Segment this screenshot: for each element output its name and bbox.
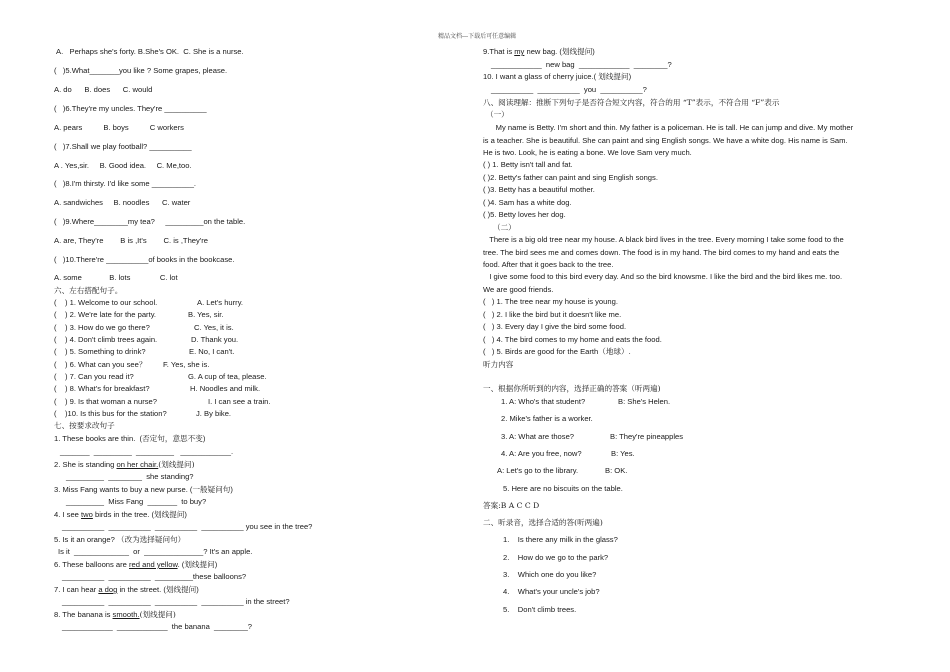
- section7-title: 七、按要求改句子: [54, 421, 115, 430]
- rewrite-5-blank: Is it _____________ or ______________? It's an apple.: [58, 547, 253, 556]
- rewrite-8: [54, 610, 176, 620]
- part2-question: ( ) 1. The tree near my house is young.: [483, 297, 618, 306]
- listening-item: 2. Mike's father is a worker.: [501, 414, 593, 423]
- matching-answer: J. By bike.: [196, 409, 232, 418]
- rewrite-2-instruction: (划线提问): [158, 460, 195, 469]
- rewrite-4-instruction: birds in the tree. (划线提问): [92, 510, 187, 519]
- listening2-item: 4. What's your uncle's job?: [503, 587, 600, 596]
- listening2-item: 3. Which one do you like?: [503, 570, 597, 579]
- matching-answer: I. I can see a train.: [208, 397, 271, 406]
- rewrite-7-underlined: a dog: [98, 585, 118, 594]
- matching-question: ( ) 1. Welcome to our school.: [54, 298, 158, 307]
- q4-options: A. Perhaps she's forty. B.She's OK. C. She is a nurse.: [56, 47, 244, 56]
- passage1-line: is a teacher. She is beautiful. She can paint and sing English songs. We have a white dog. His name is Sam.: [483, 136, 848, 145]
- part2-question: ( ) 2. I like the bird but it doesn't like me.: [483, 310, 622, 319]
- listening2-item: 1. Is there any milk in the glass?: [503, 535, 618, 544]
- rewrite-4: [54, 510, 187, 520]
- rewrite-6-blank: __________ __________ _________these balloons?: [62, 572, 247, 581]
- q8: ( )8.I'm thirsty. I'd like some __________.: [54, 179, 197, 188]
- answer-key: 答案:B A C C D: [483, 501, 540, 510]
- q5: ( )5.What_______you like ? Some grapes, please.: [54, 66, 228, 75]
- passage1-line: My name is Betty. I'm short and thin. My father is a policeman. He is tall. He can jump and dive. My mother: [483, 123, 854, 132]
- matching-question: ( ) 4. Don't climb trees again.: [54, 335, 158, 344]
- part1-question: ( )3. Betty has a beautiful mother.: [483, 185, 595, 194]
- rewrite-8-instruction: (划线提问): [139, 610, 176, 619]
- matching-answer: C. Yes, it is.: [194, 323, 234, 332]
- passage2-line: There is a big old tree near my house. A black bird lives in the tree. Every morning I take some food to the: [483, 235, 844, 244]
- passage2-line: food. After that it goes back to the tree.: [483, 260, 614, 269]
- rewrite-5: 5. Is it an orange? （改为选择疑问句）: [54, 535, 186, 544]
- rewrite-6-text: 6. These balloons are: [54, 560, 130, 569]
- passage2-line: tree. The bird sees me and comes down. The food is in my hand. The bird comes to my hand and eats the: [483, 248, 840, 257]
- matching-answer: E. No, I can't.: [189, 347, 235, 356]
- rewrite-7-blank: __________ __________ __________ __________ in the street?: [62, 597, 290, 606]
- rewrite-8-blank: ____________ ____________ the banana ________?: [62, 622, 253, 631]
- rewrite-3: 3. Miss Fang wants to buy a new purse. (一般疑问句): [54, 485, 233, 494]
- matching-question: ( ) 9. Is that woman a nurse?: [54, 397, 157, 406]
- q7: ( )7.Shall we play football? __________: [54, 142, 192, 151]
- rewrite-8-text: 8. The banana is: [54, 610, 113, 619]
- rewrite-4-blank: __________ __________ __________ __________ you see in the tree?: [62, 522, 313, 531]
- matching-question: ( ) 5. Something to drink?: [54, 347, 146, 356]
- q7-options: A . Yes,sir. B. Good idea. C. Me,too.: [54, 161, 192, 170]
- matching-question: ( )10. Is this bus for the station?: [54, 409, 167, 418]
- part1-question: ( ) 1. Betty isn't tall and fat.: [483, 160, 573, 169]
- rewrite-1-blank: _______ _________ _________ ____________.: [60, 447, 234, 456]
- reading-part1-label: （一）: [486, 110, 509, 119]
- matching-answer: A. Let's hurry.: [197, 298, 244, 307]
- listening-item: 3. A: What are those?: [501, 432, 575, 441]
- part1-question: ( )2. Betty's father can paint and sing English songs.: [483, 173, 658, 182]
- rewrite-9: [483, 47, 595, 57]
- listening-item: A: Let's go to the library.: [497, 466, 579, 475]
- listening-item: 4. A: Are you free, now?: [501, 449, 582, 458]
- q9: ( )9.Where________my tea? _________on the table.: [54, 217, 246, 226]
- rewrite-7: [54, 585, 199, 595]
- rewrite-3-blank: _________ Miss Fang _______ to buy?: [66, 497, 207, 506]
- page-header: 精品文档---下载后可任意编辑: [438, 33, 517, 40]
- matching-question: ( ) 2. We're late for the party.: [54, 310, 157, 319]
- matching-question: ( ) 8. What's for breakfast?: [54, 384, 150, 393]
- part1-question: ( )4. Sam has a white dog.: [483, 198, 572, 207]
- rewrite-9-text: 9.That is: [483, 47, 515, 56]
- rewrite-1: 1. These books are thin. (否定句，意思不变): [54, 434, 206, 443]
- rewrite-7-instruction: in the street. (划线提问): [117, 585, 199, 594]
- rewrite-10: 10. I want a glass of cherry juice.( 划线提问): [483, 72, 632, 81]
- rewrite-2-blank: _________ ________ she standing?: [66, 472, 194, 481]
- rewrite-9-instruction: new bag. (划线提问): [524, 47, 595, 56]
- rewrite-6-underlined: red and yellow: [129, 560, 178, 569]
- q5-options: A. do B. does C. would: [54, 85, 153, 94]
- q10: ( )10.There're __________of books in the bookcase.: [54, 255, 235, 264]
- listening-item-answer: B: They're pineapples: [610, 432, 684, 441]
- passage2-line: We are good friends.: [483, 285, 554, 294]
- matching-answer: F. Yes, she is.: [163, 360, 210, 369]
- matching-answer: B. Yes, sir.: [188, 310, 224, 319]
- rewrite-4-text: 4. I see: [54, 510, 82, 519]
- q6-options: A. pears B. boys C workers: [54, 123, 184, 132]
- section8-title: 八、阅读理解：推断下列句子是否符合短文内容，符合的用 “T”表示，不符合用 “F”表示: [483, 98, 780, 107]
- rewrite-2-text: 2. She is standing: [54, 460, 117, 469]
- q10-options: A. some B. lots C. lot: [54, 273, 178, 282]
- matching-answer: H. Noodles and milk.: [190, 384, 261, 393]
- listening-item: 1. A: Who's that student?: [501, 397, 586, 406]
- part2-question: ( ) 3. Every day I give the bird some food.: [483, 322, 627, 331]
- rewrite-6-instruction: . (划线提问): [177, 560, 218, 569]
- rewrite-10-blank: __________ __________ you __________?: [491, 85, 647, 94]
- q8-options: A. sandwiches B. noodles C. water: [54, 198, 191, 207]
- passage1-line: He is two. Look, he is eating a bone. We love Sam very much.: [483, 148, 692, 157]
- matching-question: ( ) 6. What can you see？: [54, 360, 147, 369]
- rewrite-4-underlined: two: [81, 510, 93, 519]
- rewrite-6: [54, 560, 217, 570]
- listening2-item: 5. Don't climb trees.: [503, 605, 577, 614]
- rewrite-2-underlined: on her chair.: [116, 460, 159, 469]
- rewrite-9-blank: ____________ new bag ____________ ________?: [491, 60, 672, 69]
- rewrite-8-underlined: smooth.: [112, 610, 140, 619]
- listening-item: 5. Here are no biscuits on the table.: [503, 484, 623, 493]
- part1-question: ( )5. Betty loves her dog.: [483, 210, 566, 219]
- matching-answer: D. Thank you.: [191, 335, 239, 344]
- q9-options: A. are, They're B is ,It's C. is ,They're: [54, 236, 209, 245]
- listening-part2-title: 二、听录音，选择合适的答(听两遍): [483, 518, 603, 527]
- listening-item-answer: B: OK.: [605, 466, 628, 475]
- matching-answer: G. A cup of tea, please.: [188, 372, 267, 381]
- listening-title: 听力内容: [483, 360, 514, 369]
- rewrite-7-text: 7. I can hear: [54, 585, 99, 594]
- passage2-line: I give some food to this bird every day. And so the bird knowsme. I like the bird and the bird likes me. too.: [483, 272, 843, 281]
- listening2-item: 2. How do we go to the park?: [503, 553, 609, 562]
- listening-item-answer: B: She's Helen.: [618, 397, 671, 406]
- matching-question: ( ) 3. How do we go there?: [54, 323, 150, 332]
- matching-question: ( ) 7. Can you read it?: [54, 372, 134, 381]
- part2-question: ( ) 4. The bird comes to my home and eats the food.: [483, 335, 662, 344]
- listening-item-answer: B: Yes.: [611, 449, 635, 458]
- reading-part2-label: （二）: [493, 223, 516, 232]
- listening-part1-title: 一、根据你所听到的内容，选择正确的答案（听两遍): [483, 384, 661, 393]
- rewrite-2: [54, 460, 195, 470]
- q6: ( )6.They're my uncles. They're __________: [54, 104, 207, 113]
- rewrite-9-underlined: my: [514, 47, 525, 56]
- part2-question: ( ) 5. Birds are good for the Earth（地球）.: [483, 347, 631, 356]
- section6-title: 六、左右搭配句子。: [54, 286, 123, 295]
